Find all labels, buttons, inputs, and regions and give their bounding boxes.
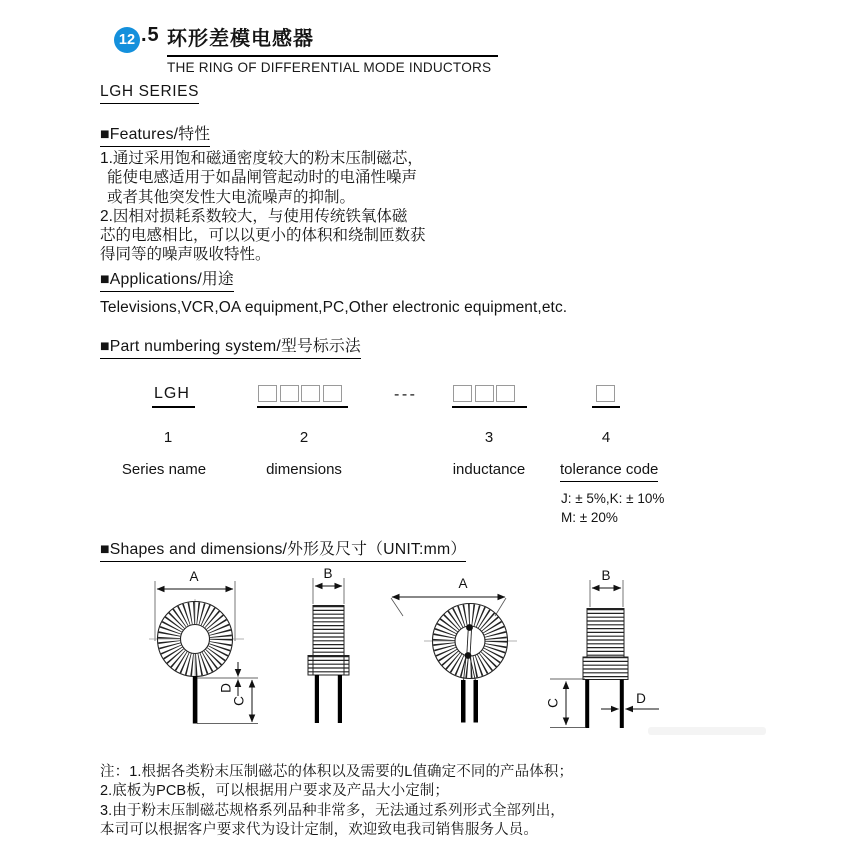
page-title-en: THE RING OF DIFFERENTIAL MODE INDUCTORS <box>167 60 492 75</box>
notes-block <box>100 763 700 840</box>
digit-box-tolerance <box>592 385 620 408</box>
series-name: LGH SERIES <box>100 83 199 104</box>
tolerance-line: M: ± 20% <box>561 510 618 525</box>
features-line: 得同等的噪声吸收特性。 <box>100 246 271 264</box>
terminal-dot <box>466 624 473 631</box>
features-line: 2.因相对损耗系数较大，与使用传统铁氧体磁 <box>100 207 408 225</box>
digit-box <box>596 385 615 402</box>
lead-wire <box>585 680 589 729</box>
toroid-side-view-2 <box>546 568 660 728</box>
part-numbering-heading: ■Part numbering system/型号标示法 <box>100 333 361 359</box>
digit-box <box>280 385 299 402</box>
position-number-4: 4 <box>601 429 611 446</box>
position-label-inductance: inductance <box>452 461 526 478</box>
position-number-3: 3 <box>484 429 494 446</box>
applications-heading: ■Applications/用途 <box>100 266 234 292</box>
dim-label-a1: A <box>189 569 199 584</box>
applications-text: Televisions,VCR,OA equipment,PC,Other electronic equipment,etc. <box>100 299 568 316</box>
digit-boxes-inductance <box>452 385 527 408</box>
title-block <box>167 22 498 75</box>
lead-wire <box>315 675 319 723</box>
tolerance-line: J: ± 5%,K: ± 10% <box>561 491 665 506</box>
lead-wire <box>620 680 624 729</box>
dim-label-a2: A <box>458 576 468 591</box>
features-line: 或者其他突发性大电流噪声的抑制。 <box>107 188 356 206</box>
digit-boxes-dimensions <box>257 385 348 408</box>
lead-wire <box>338 675 342 723</box>
part-number-separator: --- <box>394 386 418 403</box>
position-number-1: 1 <box>163 429 173 446</box>
note-line: 注：1.根据各类粉末压制磁芯的体积以及需要的L值确定不同的产品体积； <box>100 764 574 780</box>
page-title-cn: 环形差模电感器 <box>167 22 498 57</box>
toroid-front-view-2 <box>391 576 517 723</box>
position-label-dimensions: dimensions <box>266 461 342 478</box>
digit-box <box>475 385 494 402</box>
lead-wire <box>193 676 198 724</box>
digit-box <box>258 385 277 402</box>
dim-label-c2: C <box>545 698 561 708</box>
digit-box <box>453 385 472 402</box>
dim-label-b2: B <box>601 568 611 583</box>
features-line: 能使电感适用于如晶闸管起动时的电涌性噪声 <box>107 169 418 187</box>
dim-label-d1: D <box>218 683 234 693</box>
dim-label-d2: D <box>636 691 646 706</box>
position-label-series-name: Series name <box>121 461 207 478</box>
features-heading: ■Features/特性 <box>100 121 210 147</box>
dim-label-c1: C <box>231 696 247 706</box>
part-number-prefix: LGH <box>152 385 195 408</box>
digit-box <box>323 385 342 402</box>
features-line: 芯的电感相比，可以以更小的体积和绕制匝数获 <box>100 227 426 245</box>
lead-wire <box>474 680 479 723</box>
note-line: 2.底板为PCB板，可以根据用户要求及产品大小定制； <box>100 783 450 800</box>
position-label-tolerance-code: tolerance code <box>560 461 658 482</box>
note-line: 3.由于粉末压制磁芯规格系列品种非常多，无法通过系列形式全部列出， <box>100 802 565 819</box>
dim-label-b1: B <box>323 566 333 581</box>
position-number-2: 2 <box>299 429 309 446</box>
shapes-heading: ■Shapes and dimensions/外形及尺寸（UNIT:mm） <box>100 536 466 562</box>
note-line: 本司可以根据客户要求代为设计定制，欢迎致电我司销售服务人员。 <box>100 821 538 838</box>
scan-artifact <box>648 727 766 735</box>
tolerance-code-values <box>561 489 664 527</box>
lead-wire <box>461 680 466 723</box>
digit-box <box>496 385 515 402</box>
toroid-front-view-1 <box>149 569 258 724</box>
section-number-suffix: .5 <box>141 24 160 46</box>
toroid-side-view-1 <box>308 566 349 723</box>
digit-box <box>301 385 320 402</box>
section-number-badge: 12 <box>114 27 140 53</box>
dimension-drawings <box>100 563 700 753</box>
features-line: 1.通过采用饱和磁通密度较大的粉末压制磁芯， <box>100 150 423 167</box>
features-text <box>100 149 580 265</box>
